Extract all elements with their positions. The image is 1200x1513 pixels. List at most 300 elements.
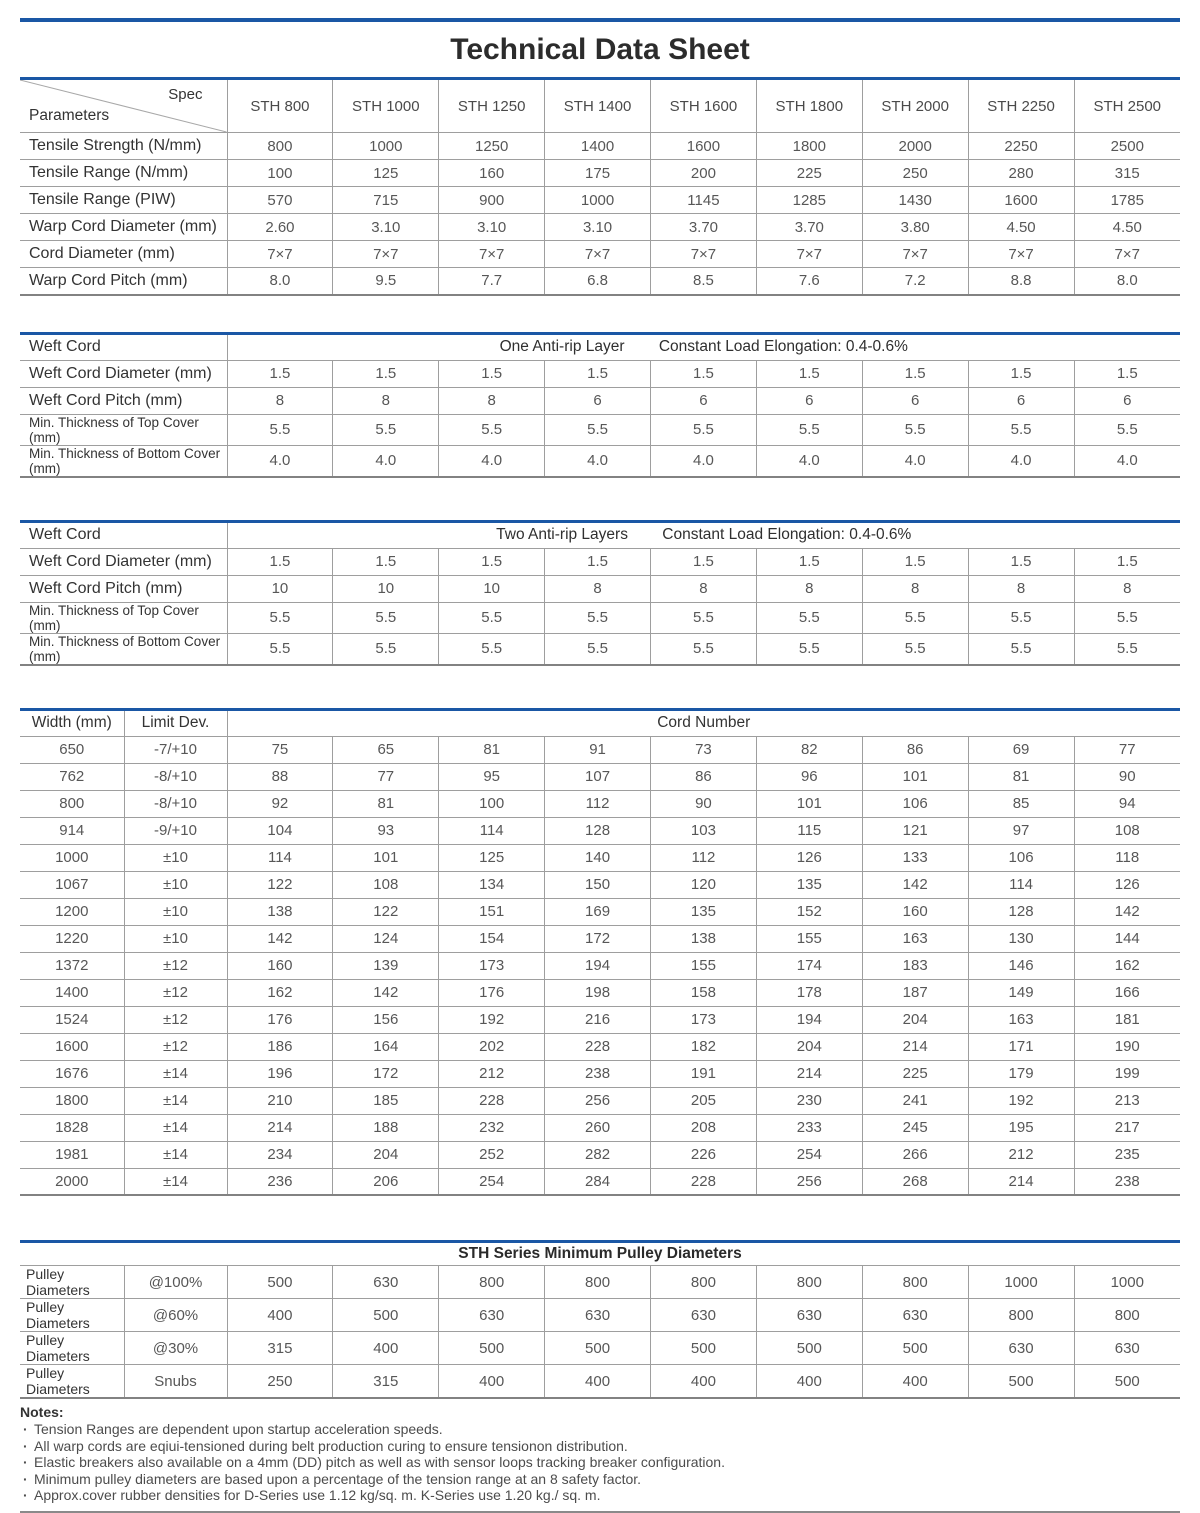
value-cell: 172	[333, 1060, 439, 1087]
value-cell: -8/+10	[124, 763, 227, 790]
value-cell: 133	[862, 844, 968, 871]
value-cell: -9/+10	[124, 817, 227, 844]
value-cell: 140	[545, 844, 651, 871]
value-cell: 234	[227, 1141, 333, 1168]
value-cell: ±10	[124, 871, 227, 898]
value-cell: 92	[227, 790, 333, 817]
value-cell: 69	[968, 736, 1074, 763]
value-cell: 204	[862, 1006, 968, 1033]
value-cell: 100	[439, 790, 545, 817]
table-row	[20, 360, 1180, 387]
value-cell: 282	[545, 1141, 651, 1168]
value-cell: 94	[1074, 790, 1180, 817]
value-cell: 171	[968, 1033, 1074, 1060]
value-cell: 199	[1074, 1060, 1180, 1087]
value-cell: 4.0	[545, 445, 651, 477]
value-cell: 5.5	[1074, 414, 1180, 445]
value-cell: 1.5	[968, 548, 1074, 575]
value-cell: 144	[1074, 925, 1180, 952]
value-cell: 213	[1074, 1087, 1180, 1114]
value-cell: 500	[968, 1365, 1074, 1399]
value-cell: 630	[333, 1266, 439, 1299]
value-cell: 260	[545, 1114, 651, 1141]
value-cell: 120	[651, 871, 757, 898]
value-cell: @30%	[124, 1332, 227, 1365]
value-cell: 228	[545, 1033, 651, 1060]
value-cell: 1600	[20, 1033, 124, 1060]
column-header: STH 1250	[439, 79, 545, 133]
value-cell: 5.5	[545, 633, 651, 665]
elongation-label: Constant Load Elongation: 0.4-0.6%	[662, 526, 912, 543]
value-cell: 73	[651, 736, 757, 763]
value-cell: 114	[227, 844, 333, 871]
value-cell: 7×7	[651, 241, 757, 268]
value-cell: 5.5	[756, 633, 862, 665]
weft-two-header-row	[20, 521, 1180, 548]
value-cell: 914	[20, 817, 124, 844]
value-cell: 400	[227, 1299, 333, 1332]
value-cell: 400	[651, 1365, 757, 1399]
table-row	[20, 1006, 1180, 1033]
value-cell: ±14	[124, 1087, 227, 1114]
value-cell: 6	[545, 387, 651, 414]
value-cell: 91	[545, 736, 651, 763]
column-header: STH 2250	[968, 79, 1074, 133]
width-column-header: Width (mm)	[20, 709, 124, 736]
value-cell: 86	[651, 763, 757, 790]
anti-rip-layer-label: One Anti-rip Layer	[499, 338, 625, 355]
table-row	[20, 1365, 1180, 1399]
value-cell: @100%	[124, 1266, 227, 1299]
row-label: Pulley Diameters	[20, 1266, 124, 1299]
value-cell: 800	[20, 790, 124, 817]
value-cell: 5.5	[651, 414, 757, 445]
value-cell: 400	[333, 1332, 439, 1365]
value-cell: 4.0	[968, 445, 1074, 477]
value-cell: 630	[439, 1299, 545, 1332]
table-row	[20, 633, 1180, 665]
value-cell: 187	[862, 979, 968, 1006]
weft-two-band-header	[227, 521, 1180, 548]
value-cell: 800	[545, 1266, 651, 1299]
value-cell: 500	[651, 1332, 757, 1365]
cord-header-row	[20, 709, 1180, 736]
value-cell: ±14	[124, 1168, 227, 1195]
value-cell: 630	[968, 1332, 1074, 1365]
table-row	[20, 602, 1180, 633]
value-cell: 8.0	[1074, 268, 1180, 295]
value-cell: 1145	[651, 187, 757, 214]
value-cell: 142	[227, 925, 333, 952]
value-cell: 1.5	[227, 360, 333, 387]
value-cell: 1400	[545, 133, 651, 160]
value-cell: 81	[439, 736, 545, 763]
value-cell: 315	[1074, 160, 1180, 187]
value-cell: 1.5	[333, 548, 439, 575]
value-cell: 191	[651, 1060, 757, 1087]
value-cell: 5.5	[651, 633, 757, 665]
value-cell: 500	[333, 1299, 439, 1332]
value-cell: 630	[862, 1299, 968, 1332]
corner-parameters-label: Parameters	[29, 107, 110, 124]
value-cell: 188	[333, 1114, 439, 1141]
column-header: STH 800	[227, 79, 333, 133]
value-cell: Snubs	[124, 1365, 227, 1399]
value-cell: 2000	[862, 133, 968, 160]
value-cell: 96	[756, 763, 862, 790]
table-row	[20, 871, 1180, 898]
table-row	[20, 160, 1180, 187]
value-cell: 5.5	[333, 633, 439, 665]
value-cell: 200	[651, 160, 757, 187]
row-label: Tensile Range (PIW)	[20, 187, 227, 214]
value-cell: 107	[545, 763, 651, 790]
value-cell: 250	[862, 160, 968, 187]
value-cell: 7×7	[968, 241, 1074, 268]
value-cell: 176	[227, 1006, 333, 1033]
value-cell: 5.5	[439, 602, 545, 633]
value-cell: 1000	[545, 187, 651, 214]
row-label: Min. Thickness of Top Cover (mm)	[20, 602, 227, 633]
value-cell: 85	[968, 790, 1074, 817]
value-cell: 182	[651, 1033, 757, 1060]
pulley-diameters-table	[20, 1240, 1180, 1399]
value-cell: 1.5	[651, 548, 757, 575]
value-cell: ±12	[124, 979, 227, 1006]
cord-number-column-header: Cord Number	[227, 709, 1180, 736]
value-cell: 315	[333, 1365, 439, 1399]
value-cell: 235	[1074, 1141, 1180, 1168]
value-cell: 176	[439, 979, 545, 1006]
value-cell: 5.5	[333, 602, 439, 633]
value-cell: 7×7	[1074, 241, 1180, 268]
value-cell: 142	[333, 979, 439, 1006]
value-cell: 6.8	[545, 268, 651, 295]
value-cell: 6	[862, 387, 968, 414]
value-cell: 128	[968, 898, 1074, 925]
spec-header-row	[20, 79, 1180, 133]
weft-one-header-row	[20, 333, 1180, 360]
value-cell: 186	[227, 1033, 333, 1060]
value-cell: @60%	[124, 1299, 227, 1332]
value-cell: 158	[651, 979, 757, 1006]
value-cell: 400	[545, 1365, 651, 1399]
value-cell: 5.5	[439, 633, 545, 665]
value-cell: 4.0	[862, 445, 968, 477]
table-row	[20, 925, 1180, 952]
value-cell: 1000	[968, 1266, 1074, 1299]
value-cell: 8	[227, 387, 333, 414]
value-cell: 138	[227, 898, 333, 925]
value-cell: 268	[862, 1168, 968, 1195]
value-cell: 1285	[756, 187, 862, 214]
value-cell: 5.5	[227, 602, 333, 633]
value-cell: 179	[968, 1060, 1074, 1087]
value-cell: 210	[227, 1087, 333, 1114]
value-cell: 196	[227, 1060, 333, 1087]
value-cell: 5.5	[968, 414, 1074, 445]
notes-list	[20, 1421, 1180, 1504]
value-cell: 124	[333, 925, 439, 952]
value-cell: 800	[651, 1266, 757, 1299]
table-row	[20, 1332, 1180, 1365]
value-cell: 2250	[968, 133, 1074, 160]
value-cell: 252	[439, 1141, 545, 1168]
value-cell: 172	[545, 925, 651, 952]
anti-rip-layers-label: Two Anti-rip Layers	[496, 526, 628, 543]
value-cell: 1.5	[651, 360, 757, 387]
value-cell: 8	[756, 575, 862, 602]
table-row	[20, 1266, 1180, 1299]
value-cell: 650	[20, 736, 124, 763]
value-cell: 1372	[20, 952, 124, 979]
value-cell: 150	[545, 871, 651, 898]
value-cell: 230	[756, 1087, 862, 1114]
value-cell: 7×7	[333, 241, 439, 268]
value-cell: 5.5	[862, 414, 968, 445]
value-cell: 4.0	[651, 445, 757, 477]
value-cell: 3.70	[756, 214, 862, 241]
value-cell: 5.5	[756, 602, 862, 633]
value-cell: 1220	[20, 925, 124, 952]
value-cell: 138	[651, 925, 757, 952]
value-cell: 256	[545, 1087, 651, 1114]
value-cell: 192	[439, 1006, 545, 1033]
value-cell: 77	[1074, 736, 1180, 763]
value-cell: 1.5	[1074, 548, 1180, 575]
table-row	[20, 952, 1180, 979]
table-row	[20, 1141, 1180, 1168]
value-cell: 106	[968, 844, 1074, 871]
notes-section	[20, 1404, 1180, 1504]
value-cell: 6	[1074, 387, 1180, 414]
value-cell: 1000	[20, 844, 124, 871]
value-cell: 1.5	[545, 360, 651, 387]
table-row	[20, 1060, 1180, 1087]
value-cell: 7.6	[756, 268, 862, 295]
column-header: STH 1400	[545, 79, 651, 133]
value-cell: 6	[968, 387, 1074, 414]
bottom-divider	[20, 1511, 1180, 1513]
value-cell: 155	[756, 925, 862, 952]
value-cell: 4.0	[333, 445, 439, 477]
value-cell: 217	[1074, 1114, 1180, 1141]
value-cell: 228	[651, 1168, 757, 1195]
value-cell: 198	[545, 979, 651, 1006]
value-cell: ±12	[124, 1006, 227, 1033]
value-cell: 256	[756, 1168, 862, 1195]
row-label: Cord Diameter (mm)	[20, 241, 227, 268]
value-cell: 121	[862, 817, 968, 844]
value-cell: 174	[756, 952, 862, 979]
value-cell: 630	[545, 1299, 651, 1332]
value-cell: 5.5	[862, 633, 968, 665]
note-item: · Elastic breakers also available on a 4mm (DD) pitch as well as with sensor loops tracking breaker configuration.	[20, 1454, 1180, 1471]
row-label: Pulley Diameters	[20, 1365, 124, 1399]
top-divider	[20, 18, 1180, 22]
value-cell: 112	[651, 844, 757, 871]
table-row	[20, 844, 1180, 871]
value-cell: 8.0	[227, 268, 333, 295]
row-label: Pulley Diameters	[20, 1332, 124, 1365]
value-cell: 3.10	[439, 214, 545, 241]
value-cell: 5.5	[439, 414, 545, 445]
value-cell: 1524	[20, 1006, 124, 1033]
value-cell: 8	[1074, 575, 1180, 602]
value-cell: 5.5	[333, 414, 439, 445]
value-cell: 8	[545, 575, 651, 602]
value-cell: 3.80	[862, 214, 968, 241]
value-cell: 183	[862, 952, 968, 979]
value-cell: 130	[968, 925, 1074, 952]
row-label: Pulley Diameters	[20, 1299, 124, 1332]
value-cell: 10	[439, 575, 545, 602]
value-cell: 5.5	[227, 633, 333, 665]
value-cell: 236	[227, 1168, 333, 1195]
table-row	[20, 133, 1180, 160]
value-cell: 90	[651, 790, 757, 817]
value-cell: 173	[439, 952, 545, 979]
weft-one-layer-table	[20, 332, 1180, 478]
table-row	[20, 763, 1180, 790]
value-cell: 1200	[20, 898, 124, 925]
value-cell: 500	[1074, 1365, 1180, 1399]
value-cell: 245	[862, 1114, 968, 1141]
value-cell: 126	[1074, 871, 1180, 898]
value-cell: 4.0	[439, 445, 545, 477]
value-cell: 101	[333, 844, 439, 871]
value-cell: 5.5	[968, 633, 1074, 665]
row-label: Weft Cord Diameter (mm)	[20, 548, 227, 575]
value-cell: 122	[333, 898, 439, 925]
value-cell: 1800	[20, 1087, 124, 1114]
value-cell: 7×7	[545, 241, 651, 268]
value-cell: 202	[439, 1033, 545, 1060]
value-cell: 112	[545, 790, 651, 817]
table-row	[20, 898, 1180, 925]
value-cell: 181	[1074, 1006, 1180, 1033]
value-cell: 108	[1074, 817, 1180, 844]
value-cell: 101	[756, 790, 862, 817]
value-cell: 163	[862, 925, 968, 952]
row-label: Min. Thickness of Top Cover (mm)	[20, 414, 227, 445]
value-cell: 100	[227, 160, 333, 187]
value-cell: 800	[1074, 1299, 1180, 1332]
value-cell: 5.5	[651, 602, 757, 633]
value-cell: 6	[756, 387, 862, 414]
table-row	[20, 1033, 1180, 1060]
value-cell: 128	[545, 817, 651, 844]
value-cell: 208	[651, 1114, 757, 1141]
value-cell: 125	[333, 160, 439, 187]
row-label: Weft Cord Pitch (mm)	[20, 387, 227, 414]
table-row	[20, 214, 1180, 241]
value-cell: 7×7	[227, 241, 333, 268]
value-cell: 4.0	[756, 445, 862, 477]
value-cell: 900	[439, 187, 545, 214]
notes-title: Notes:	[20, 1404, 64, 1420]
table-row	[20, 1299, 1180, 1332]
corner-spec-label: Spec	[168, 86, 203, 103]
value-cell: 800	[439, 1266, 545, 1299]
column-header: STH 2500	[1074, 79, 1180, 133]
row-label: Tensile Range (N/mm)	[20, 160, 227, 187]
spec-table	[20, 77, 1180, 296]
value-cell: ±10	[124, 844, 227, 871]
value-cell: 1.5	[756, 360, 862, 387]
value-cell: 108	[333, 871, 439, 898]
value-cell: 7×7	[756, 241, 862, 268]
value-cell: 1.5	[333, 360, 439, 387]
table-row	[20, 790, 1180, 817]
value-cell: 142	[1074, 898, 1180, 925]
value-cell: 1676	[20, 1060, 124, 1087]
value-cell: 3.70	[651, 214, 757, 241]
value-cell: 149	[968, 979, 1074, 1006]
value-cell: 88	[227, 763, 333, 790]
value-cell: 10	[333, 575, 439, 602]
value-cell: 212	[439, 1060, 545, 1087]
note-item: · Approx.cover rubber densities for D-Series use 1.12 kg/sq. m. K-Series use 1.20 kg./ sq. m.	[20, 1487, 1180, 1504]
table-row	[20, 1087, 1180, 1114]
value-cell: 284	[545, 1168, 651, 1195]
column-header: STH 1000	[333, 79, 439, 133]
value-cell: 169	[545, 898, 651, 925]
value-cell: 5.5	[545, 602, 651, 633]
value-cell: 762	[20, 763, 124, 790]
note-item: · Tension Ranges are dependent upon startup acceleration speeds.	[20, 1421, 1180, 1438]
weft-cord-label: Weft Cord	[20, 521, 227, 548]
value-cell: 8	[968, 575, 1074, 602]
value-cell: 114	[439, 817, 545, 844]
pulley-table-title: STH Series Minimum Pulley Diameters	[20, 1242, 1180, 1266]
value-cell: 7×7	[439, 241, 545, 268]
value-cell: 5.5	[862, 602, 968, 633]
value-cell: 800	[862, 1266, 968, 1299]
value-cell: 400	[439, 1365, 545, 1399]
value-cell: 400	[862, 1365, 968, 1399]
table-row	[20, 736, 1180, 763]
value-cell: 1981	[20, 1141, 124, 1168]
value-cell: 1.5	[545, 548, 651, 575]
value-cell: 238	[1074, 1168, 1180, 1195]
value-cell: 5.5	[1074, 633, 1180, 665]
value-cell: 315	[227, 1332, 333, 1365]
value-cell: 104	[227, 817, 333, 844]
value-cell: 8	[651, 575, 757, 602]
value-cell: 7×7	[862, 241, 968, 268]
value-cell: 115	[756, 817, 862, 844]
value-cell: 194	[545, 952, 651, 979]
value-cell: 160	[227, 952, 333, 979]
value-cell: 8	[333, 387, 439, 414]
row-label: Warp Cord Pitch (mm)	[20, 268, 227, 295]
value-cell: 155	[651, 952, 757, 979]
weft-cord-label: Weft Cord	[20, 333, 227, 360]
row-label: Weft Cord Diameter (mm)	[20, 360, 227, 387]
value-cell: 254	[756, 1141, 862, 1168]
value-cell: 139	[333, 952, 439, 979]
value-cell: 65	[333, 736, 439, 763]
value-cell: 163	[968, 1006, 1074, 1033]
page-title: Technical Data Sheet	[450, 33, 750, 66]
value-cell: 77	[333, 763, 439, 790]
value-cell: 205	[651, 1087, 757, 1114]
value-cell: 500	[439, 1332, 545, 1365]
value-cell: 103	[651, 817, 757, 844]
row-label: Tensile Strength (N/mm)	[20, 133, 227, 160]
value-cell: 90	[1074, 763, 1180, 790]
